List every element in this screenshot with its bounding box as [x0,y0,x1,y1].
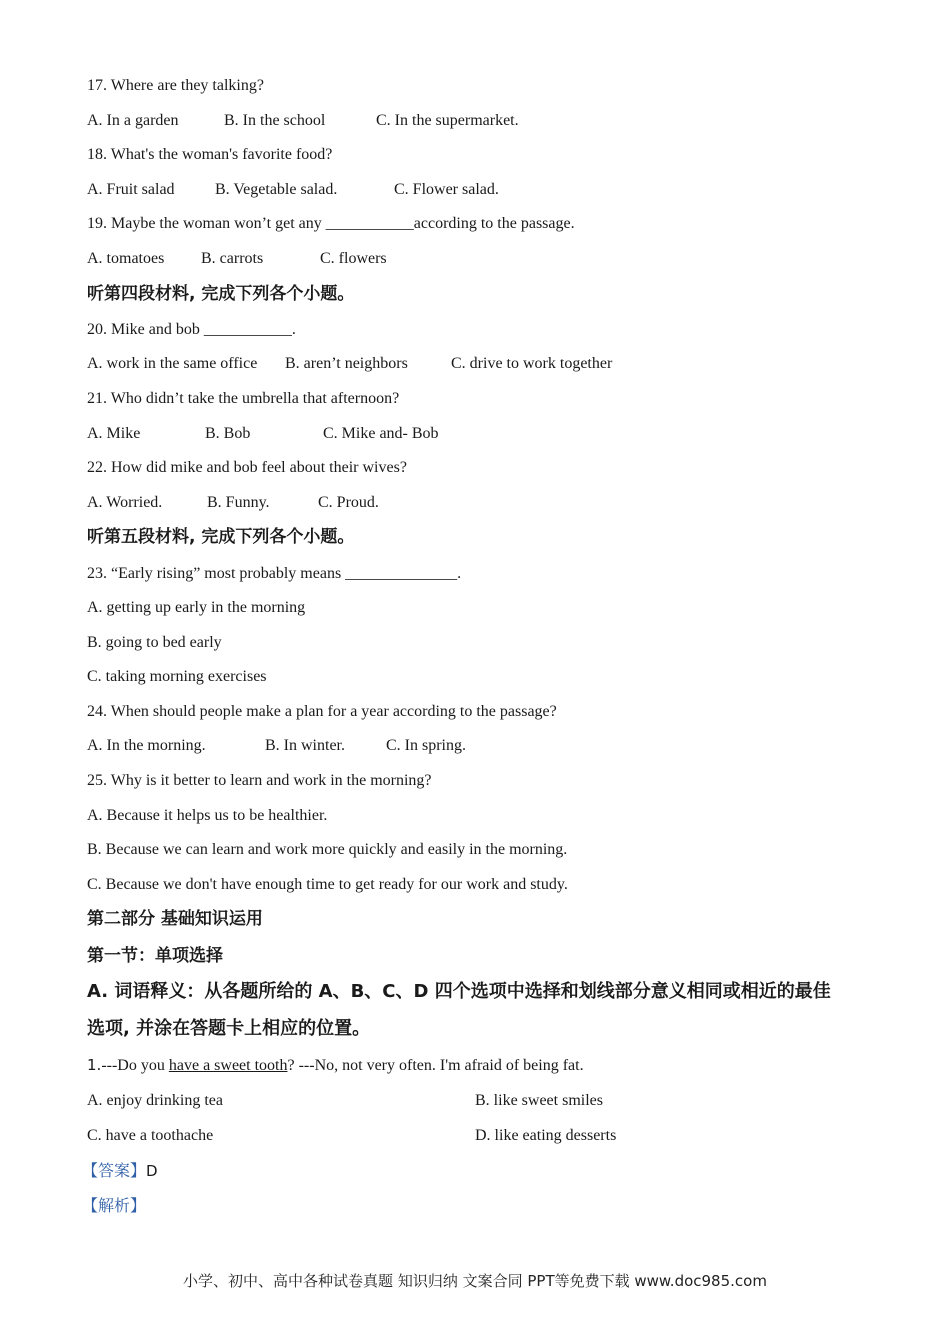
option-a: A. In the morning. [87,737,206,754]
option-c: C. Flower salad. [394,181,499,198]
option-b: B. like sweet smiles [475,1092,603,1109]
instruction-text: A. 词语释义：从各题所给的 A、B、C、D 四个选项中选择和划线部分意义相同或相近的最佳 [87,981,831,1002]
question-stem: 20. Mike and bob ___________. [87,321,296,338]
option-a: A. tomatoes [87,250,165,267]
question-stem [87,1055,584,1076]
option-b: B. Because we can learn and work more quickly and easily in the morning. [87,841,568,858]
option-b: B. Bob [205,425,251,442]
option-b: B. In winter. [265,737,345,754]
question-stem: 18. What's the woman's favorite food? [87,146,333,163]
section-heading: 听第五段材料, 完成下列各个小题。 [87,527,355,547]
option-c: C. Mike and- Bob [323,425,439,442]
answer-options [87,180,499,200]
answer-options [87,1126,616,1146]
question-stem: 19. Maybe the woman won’t get any ___________according to the passage. [87,215,575,232]
option-a: A. Mike [87,425,141,442]
option-b: B. aren’t neighbors [285,355,408,372]
stem-text: ? ---No, not very often. I'm afraid of being fat. [287,1057,584,1074]
answer-line [82,1161,158,1182]
answer-options [87,493,379,513]
option-c: C. have a toothache [87,1127,214,1144]
question-stem: 24. When should people make a plan for a year according to the passage? [87,703,557,720]
option-b: B. Vegetable salad. [215,181,338,198]
option-a: A. In a garden [87,112,179,129]
question-number: 1. [87,1056,102,1074]
option-a: A. getting up early in the morning [87,599,306,616]
option-a: A. enjoy drinking tea [87,1092,223,1109]
underlined-phrase: have a sweet tooth [168,1057,288,1074]
option-c: C. taking morning exercises [87,668,267,685]
option-b: B. Funny. [207,494,270,511]
option-c: C. drive to work together [451,355,613,372]
option-a: A. work in the same office [87,355,258,372]
instruction-text: 选项, 并涂在答题卡上相应的位置。 [87,1018,371,1039]
option-a: A. Because it helps us to be healthier. [87,807,328,824]
answer-options [87,1091,603,1111]
option-d: D. like eating desserts [475,1127,617,1144]
option-c: C. In the supermarket. [376,112,519,129]
answer-label: 【答案】 [82,1161,147,1180]
option-c: C. Proud. [318,494,379,511]
question-stem: 25. Why is it better to learn and work in the morning? [87,772,432,789]
question-stem: 23. “Early rising” most probably means ______________. [87,565,462,582]
analysis-label: 【解析】 [82,1196,147,1215]
option-c: C. flowers [320,250,387,267]
option-a: A. Worried. [87,494,163,511]
answer-options [87,111,519,131]
option-b: B. going to bed early [87,634,222,651]
option-b: B. In the school [224,112,326,129]
part-heading: 第二部分 基础知识运用 [87,909,263,929]
answer-options [87,736,466,756]
answer-options [87,424,439,444]
stem-text: ---Do you [101,1057,169,1074]
analysis-line [82,1196,146,1217]
answer-value: D [146,1162,158,1180]
answer-options [87,354,612,374]
question-stem: 17. Where are they talking? [87,77,264,94]
option-c: C. In spring. [386,737,466,754]
option-c: C. Because we don't have enough time to get ready for our work and study. [87,876,568,893]
page-footer: 小学、初中、高中各种试卷真题 知识归纳 文案合同 PPT等免费下载 www.doc985.com [183,1272,767,1290]
question-stem: 21. Who didn’t take the umbrella that afternoon? [87,390,400,407]
option-a: A. Fruit salad [87,181,175,198]
question-stem: 22. How did mike and bob feel about their wives? [87,459,407,476]
option-b: B. carrots [201,250,264,267]
section-heading: 第一节：单项选择 [87,946,223,966]
section-heading: 听第四段材料, 完成下列各个小题。 [87,284,355,304]
answer-options [87,249,387,269]
